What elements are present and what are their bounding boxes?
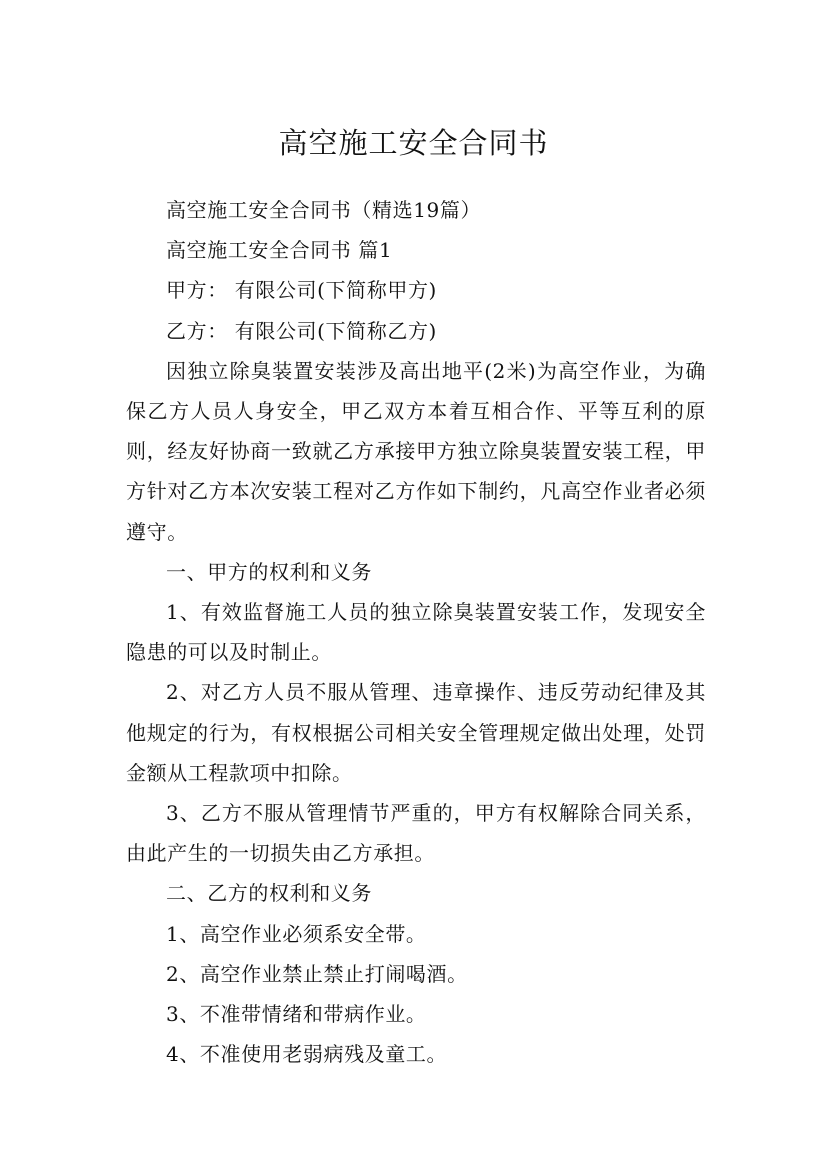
intro-paragraph: 因独立除臭装置安装涉及高出地平(2米)为高空作业，为确保乙方人员人身安全，甲乙双方本着互相合作、平等互利的原则，经友好协商一致就乙方承接甲方独立除臭装置安装工程，甲方针对乙方本次安装工程对乙方作如下制约，凡高空作业者必须遵守。	[126, 358, 706, 544]
clause-item: 2、高空作业禁止禁止打闹喝酒。	[166, 961, 468, 986]
subtitle-paragraph: 高空施工安全合同书（精选19篇）	[166, 198, 482, 222]
section-heading: 高空施工安全合同书 篇1	[166, 238, 393, 263]
party-b-line: 乙方： 有限公司(下简称乙方)	[166, 318, 437, 343]
clause-item: 4、不准使用老弱病残及童工。	[166, 1042, 448, 1067]
document-body	[126, 190, 706, 1074]
document-title: 高空施工安全合同书	[278, 126, 549, 161]
clause-heading-party-a: 一、甲方的权利和义务	[166, 559, 372, 584]
clause-item: 1、高空作业必须系安全带。	[166, 921, 427, 946]
party-a-line: 甲方： 有限公司(下简称甲方)	[166, 278, 437, 303]
clause-item: 2、对乙方人员不服从管理、违章操作、违反劳动纪律及其他规定的行为，有权根据公司相关安全管理规定做出处理，处罚金额从工程款项中扣除。	[126, 680, 706, 785]
clause-item: 1、有效监督施工人员的独立除臭装置安装工作，发现安全隐患的可以及时制止。	[126, 600, 706, 665]
clause-heading-party-b: 二、乙方的权利和义务	[166, 881, 372, 906]
clause-item: 3、不准带情绪和带病作业。	[166, 1002, 427, 1027]
clause-item: 3、乙方不服从管理情节严重的，甲方有权解除合同关系，由此产生的一切损失由乙方承担。	[126, 801, 706, 866]
